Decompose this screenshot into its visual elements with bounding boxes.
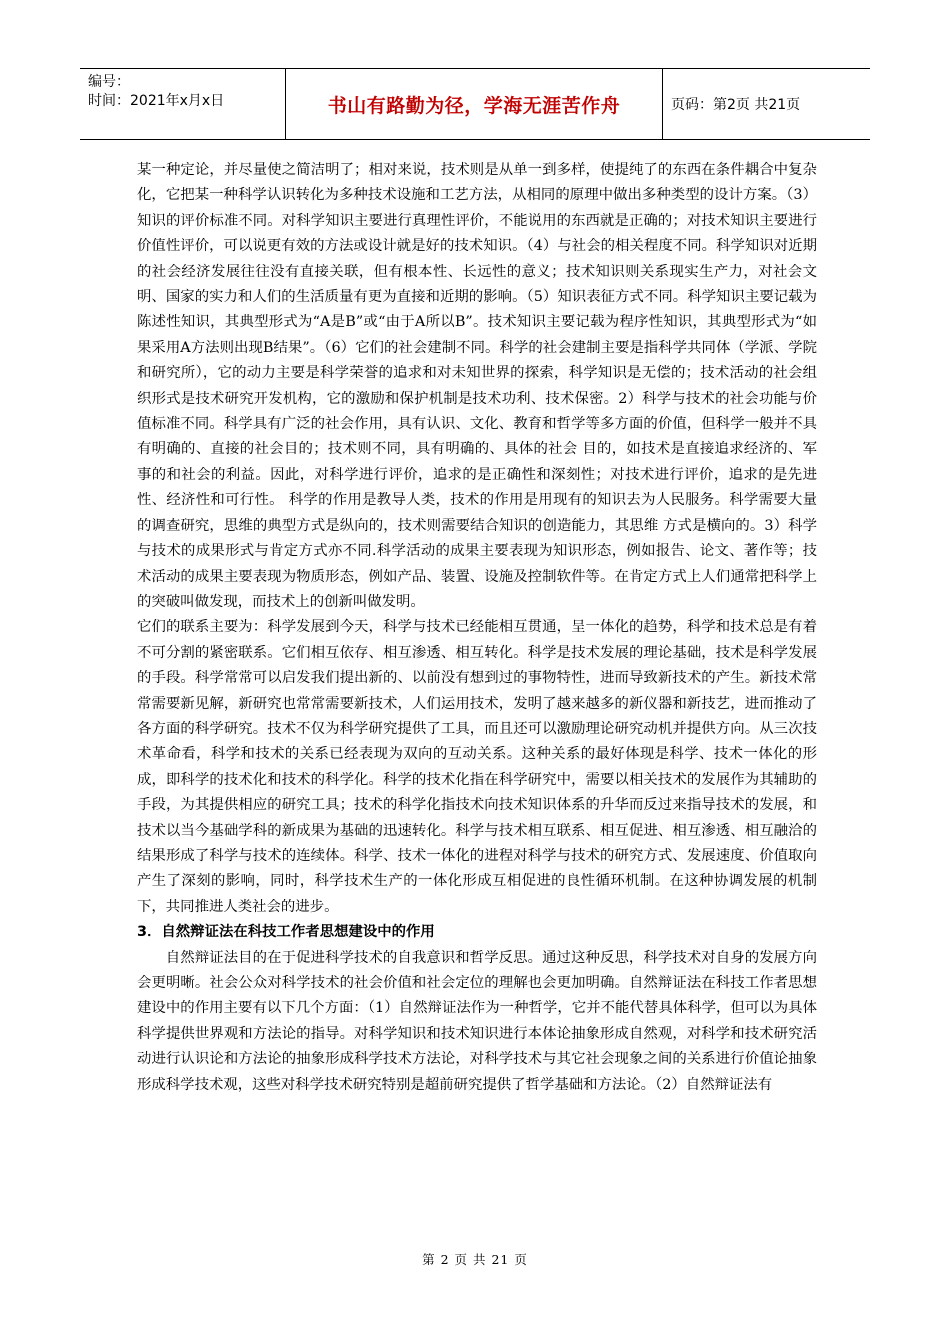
document-number-label: 编号： (88, 74, 130, 90)
header-left-cell (80, 69, 285, 139)
document-body (137, 158, 817, 1098)
body-paragraph-3: 自然辩证法目的在于促进科学技术的自我意识和哲学反思。通过这种反思，科学技术对自身的发展方向会更明晰。社会公众对科学技术的社会价值和社会定位的理解也会更加明确。自然辩证法在科技工作者思想建设中的作用主要有以下几个方面：（1）自然辩证法作为一种哲学，它并不能代替具体科学，但可以为具体科学提供世界观和方法论的指导。对科学知识和技术知识进行本体论抽象形成自然观，对科学和技术研究活动进行认识论和方法论的抽象形成科学技术方法论，对科学技术与其它社会现象之间的关系进行价值论抽象形成科学技术观，这些对科学技术研究特别是超前研究提供了哲学基础和方法论。（2）自然辩证法有 (137, 949, 817, 1093)
body-paragraph-2: 它们的联系主要为：科学发展到今天，科学与技术已经能相互贯通，呈一体化的趋势，科学和技术总是有着不可分割的紧密联系。它们相互依存、相互渗透、相互转化。科学是技术发展的理论基础，技术是科学发展的手段。科学常常可以启发我们提出新的、以前没有想到过的事物特性，进而导致新技术的产生。新技术常常需要新见解，新研究也常常需要新技术，人们运用技术，发明了越来越多的新仪器和新技艺，进而推动了各方面的科学研究。技术不仅为科学研究提供了工具，而且还可以激励理论研究动机并提供方向。从三次技术革命看，科学和技术的关系已经表现为双向的互动关系。这种关系的最好体现是科学、技术一体化的形成，即科学的技术化和技术的科学化。科学的技术化指在科学研究中，需要以相关技术的发展作为其辅助的手段，为其提供相应的研究工具；技术的科学化指技术向技术知识体系的升华而反过来指导技术的发展，和技术以当今基础学科的新成果为基础的迅速转化。科学与技术相互联系、相互促进、相互渗透、相互融洽的结果形成了科学与技术的连续体。科学、技术一体化的进程对科学与技术的研究方式、发展速度、价值取向产生了深刻的影响，同时，科学技术生产的一体化形成互相促进的良性循环机制。在这种协调发展的机制下，共同推进人类社会的进步。 (137, 619, 817, 915)
document-date-label: 时间：2021年x月x日 (88, 93, 225, 109)
page-header (80, 68, 870, 140)
header-motto: 书山有路勤为径，学海无涯苦作舟 (327, 94, 621, 117)
header-page-info: 页码：第2页 共21页 (671, 97, 801, 113)
header-page-cell (663, 69, 870, 139)
body-paragraph-1: 某一种定论，并尽量使之简洁明了；相对来说，技术则是从单一到多样，使提纯了的东西在条件耦合中复杂化，它把某一种科学认识转化为多种技术设施和工艺方法，从相同的原理中做出多种类型的设计方案。（3）知识的评价标准不同。对科学知识主要进行真理性评价，不能说用的东西就是正确的；对技术知识主要进行价值性评价，可以说更有效的方法或设计就是好的技术知识。（4）与社会的相关程度不同。科学知识对近期的社会经济发展往往没有直接关联，但有根本性、长远性的意义；技术知识则关系现实生产力，对社会文明、国家的实力和人们的生活质量有更为直接和近期的影响。（5）知识表征方式不同。科学知识主要记载为陈述性知识，其典型形式为“A是B”或“由于A所以B”。技术知识主要记载为程序性知识，其典型形式为“如果采用A方法则出现B结果”。（6）它们的社会建制不同。科学的社会建制主要是指科学共同体（学派、学院和研究所），它的动力主要是科学荣誉的追求和对未知世界的探索，科学知识是无偿的；技术活动的社会组织形式是技术研究开发机构，它的激励和保护机制是技术功利、技术保密。2）科学与技术的社会功能与价值标准不同。科学具有广泛的社会作用，具有认识、文化、教育和哲学等多方面的价值，但科学一般并不具有明确的、直接的社会目的；技术则不同，具有明确的、具体的社会 目的，如技术是直接追求经济的、军事的和社会的利益。因此，对科学进行评价，追求的是正确性和深刻性；对技术进行评价，追求的是先进性、经济性和可行性。 科学的作用是教导人类，技术的作用是用现有的知识去为人民服务。科学需要大量的调查研究，思维的典型方式是纵向的，技术则需要结合知识的创造能力，其思维 方式是横向的。3）科学与技术的成果形式与肯定方式亦不同.科学活动的成果主要表现为知识形态，例如报告、论文、著作等；技术活动的成果主要表现为物质形态，例如产品、装置、设施及控制软件等。在肯定方式上人们通常把科学上的突破叫做发现，而技术上的创新叫做发明。 (137, 162, 817, 610)
section-heading-3: 3．自然辩证法在科技工作者思想建设中的作用 (137, 924, 435, 941)
page-footer: 第 2 页 共 21 页 (422, 1252, 528, 1267)
header-motto-cell (285, 69, 663, 139)
